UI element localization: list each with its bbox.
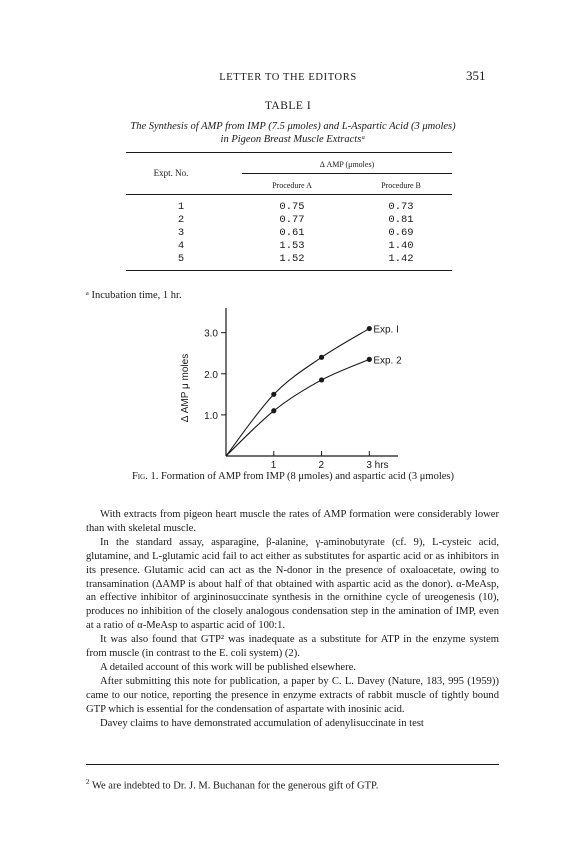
x-tick-label: 3 hrs bbox=[366, 460, 389, 468]
y-tick-label: 2.0 bbox=[204, 369, 218, 381]
data-point bbox=[271, 408, 276, 413]
data-point bbox=[319, 355, 324, 360]
table-col-expt-header: Expt. No. bbox=[153, 168, 189, 178]
y-tick-label: 3.0 bbox=[204, 328, 218, 340]
table-cell-a: 0.61 bbox=[279, 227, 305, 239]
table-cell-b: 1.40 bbox=[388, 240, 414, 252]
paragraph: After submitting this note for publication, a paper by C. L. Davey (Nature, 183, 995 (1959)) came to our notice, reporting the presence in enzyme extracts of rabbit muscle of tightly bound GTP which is essential for the condensation of aspartate with inosinic acid. bbox=[86, 675, 499, 715]
table-top-rule bbox=[126, 152, 452, 153]
table-cell-expt: 2 bbox=[177, 214, 185, 226]
table-cell-a: 0.77 bbox=[279, 214, 305, 226]
page-number: 351 bbox=[466, 68, 486, 83]
table-cell-expt: 5 bbox=[177, 253, 185, 265]
table-cell-expt: 4 bbox=[177, 240, 185, 252]
table-cell-b: 0.81 bbox=[388, 214, 414, 226]
table-cell-expt: 1 bbox=[177, 201, 185, 213]
data-point bbox=[367, 357, 372, 362]
footnote bbox=[86, 778, 378, 792]
table-cell-a: 1.53 bbox=[279, 240, 305, 252]
table-footnote: ᵃ Incubation time, 1 hr. bbox=[86, 290, 182, 301]
footnote-text: We are indebted to Dr. J. M. Buchanan for the generous gift of GTP. bbox=[91, 780, 379, 792]
table-header-rule bbox=[126, 194, 452, 195]
figure-1-chart bbox=[0, 298, 576, 468]
paragraph: It was also found that GTP² was inadequate as a substitute for ATP in the enzyme system from muscle (in contrast to the E. coli system) (2). bbox=[86, 634, 499, 660]
table-col-a-header: Procedure A bbox=[272, 181, 312, 190]
series-label: Exp. 2 bbox=[373, 355, 402, 367]
table-caption bbox=[60, 120, 526, 146]
body-text bbox=[86, 508, 499, 731]
x-tick-label: 2 bbox=[318, 460, 325, 468]
footnote-rule bbox=[86, 764, 499, 765]
table-col-b-header: Procedure B bbox=[381, 181, 421, 190]
paragraph: Davey claims to have demonstrated accumulation of adenylisuccinate in test bbox=[100, 717, 424, 729]
data-point bbox=[367, 326, 372, 331]
table-cell-b: 1.42 bbox=[388, 253, 414, 265]
table-label: TABLE I bbox=[264, 100, 312, 112]
table-cell-expt: 3 bbox=[177, 227, 185, 239]
figure-caption-label: Fig. 1. bbox=[131, 471, 159, 482]
table-cell-b: 0.69 bbox=[388, 227, 414, 239]
table-cell-a: 1.52 bbox=[279, 253, 305, 265]
x-tick-label: 1 bbox=[270, 460, 277, 468]
y-axis-label: Δ AMP μ moles bbox=[180, 353, 191, 423]
series-line bbox=[226, 329, 369, 456]
table-bottom-rule bbox=[126, 270, 452, 271]
y-tick-label: 1.0 bbox=[204, 410, 218, 422]
paragraph: With extracts from pigeon heart muscle the rates of AMP formation were considerably lower than with skeletal muscle. bbox=[86, 509, 499, 534]
table-col-group-header: Δ AMP (μmoles) bbox=[319, 160, 375, 169]
paragraph: A detailed account of this work will be published elsewhere. bbox=[100, 661, 356, 673]
figure-caption bbox=[60, 471, 526, 482]
table-cell-a: 0.75 bbox=[279, 201, 305, 213]
table-cell-b: 0.73 bbox=[388, 201, 414, 213]
table-caption-line2: in Pigeon Breast Muscle Extractsᵃ bbox=[220, 134, 366, 145]
data-point bbox=[319, 377, 324, 382]
series-label: Exp. I bbox=[373, 324, 399, 336]
table-caption-line1: The Synthesis of AMP from IMP (7.5 μmoles) and L-Aspartic Acid (3 μmoles) bbox=[130, 121, 456, 132]
paragraph: In the standard assay, asparagine, β-alanine, γ-aminobutyrate (cf. 9), L-cysteic acid, glutamine, and L-glutamic acid fail to act either as substitutes for aspartic acid or as inhibitors in its presence. Glutamic acid can act as the N-donor in the presence of oxaloacetate, owing to transamination (ΔAMP is about half of that obtained with aspartic acid as the donor). α-MeAsp, an effective inhibitor of argininosuccinate synthesis in the ornithine cycle of ureogenesis (10), produces no inhibition of the closely analogous condensation step in the amination of IMP, even at a ratio of α-MeAsp to aspartic acid of 100:1. bbox=[86, 536, 499, 632]
data-point bbox=[271, 392, 276, 397]
footnote-marker: 2 bbox=[86, 778, 90, 786]
table-group-rule bbox=[242, 173, 452, 174]
running-head: LETTER TO THE EDITORS bbox=[219, 72, 357, 83]
figure-caption-text: Formation of AMP from IMP (8 μmoles) and aspartic acid (3 μmoles) bbox=[160, 471, 455, 482]
